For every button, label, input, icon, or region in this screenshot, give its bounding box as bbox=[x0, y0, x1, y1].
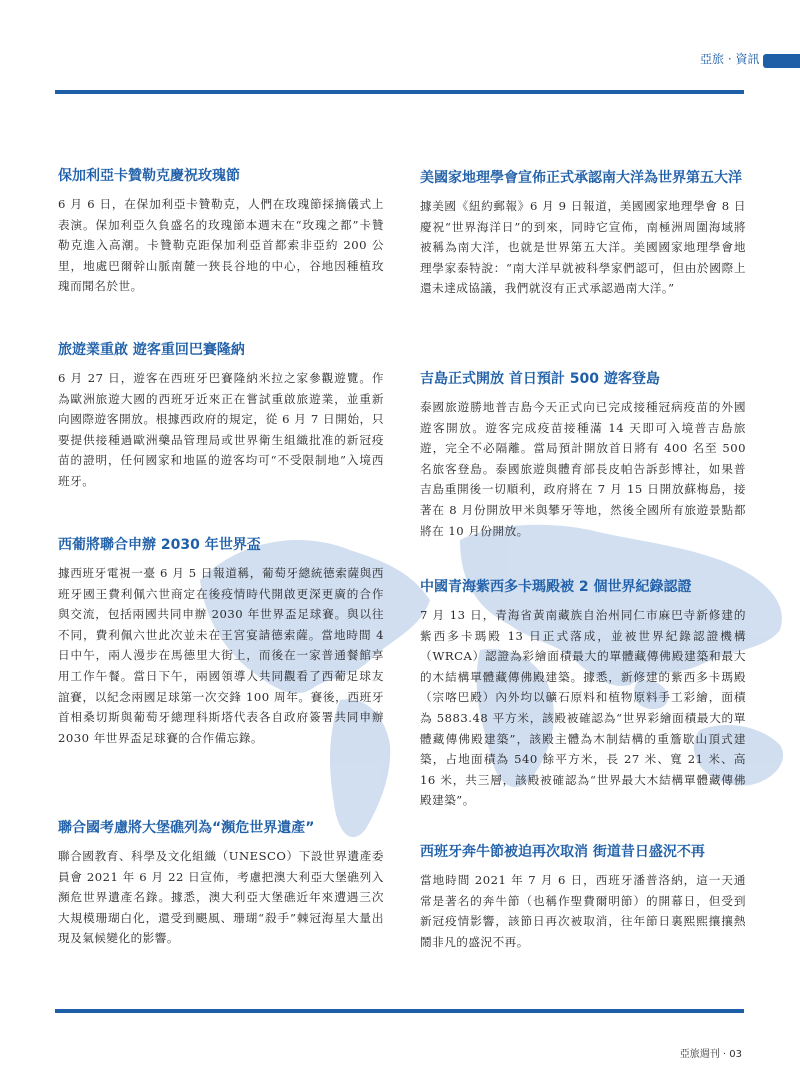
article-southern-ocean bbox=[420, 168, 746, 299]
article-body: 當地時間 2021 年 7 月 6 日，西班牙潘普洛納，這一天通常是著名的奔牛節（也稱作聖費爾明節）的開幕日，但受到新冠疫情影響，該節日再次被取消，往年節日裏熙熙攘攘熱鬧非凡的盛況不再。 bbox=[420, 873, 746, 949]
article-title: 美國家地理學會宣佈正式承認南大洋為世界第五大洋 bbox=[420, 170, 742, 186]
top-rule bbox=[55, 90, 744, 94]
article-spain-tourism bbox=[58, 340, 384, 492]
article-world-cup bbox=[58, 535, 384, 748]
article-title: 旅遊業重啟 遊客重回巴賽隆納 bbox=[58, 342, 245, 358]
article-unesco bbox=[58, 818, 384, 949]
article-phuket bbox=[420, 369, 746, 541]
article-body: 聯合國教育、科學及文化組織（UNESCO）下設世界遺產委員會 2021 年 6 月 22 日宣佈，考慮把澳大利亞大堡礁列入瀕危世界遺產名錄。據悉，澳大利亞大堡礁近年來遭遇三次大規模珊瑚白化，還受到颶風、珊瑚“殺手”棘冠海星大量出現及氣候變化的影響。 bbox=[58, 849, 384, 946]
article-body: 7 月 13 日，青海省黃南藏族自治州同仁市麻巴寺新修建的紫西多卡瑪殿 13 日正式落成，並被世界紀錄認證機構（WRCA）認證為彩繪面積最大的單體藏傳佛殿建築和最大的木結構單體藏傳佛殿建築。據悉，新修建的紫西多卡瑪殿（宗喀巴殿）內外均以礦石原料和植物原料手工彩繪，面積為 5883.48 平方米，該殿被確認為“世界彩繪面積最大的單體藏傳佛殿建築”，該殿主體為木制結構的重簷歇山頂式建築，占地面積為 540 餘平方米，長 27 米、寬 21 米、高 16 米，共三層，該殿被確認為“世界最大木結構單體藏傳佛殿建築”。 bbox=[420, 608, 746, 808]
article-title: 聯合國考慮將大堡礁列為“瀕危世界遺產” bbox=[58, 820, 315, 836]
article-body: 泰國旅遊勝地普吉島今天正式向已完成接種冠病疫苗的外國遊客開放。遊客完成疫苗接種滿 14 天即可入境普吉島旅遊，完全不必隔離。當局預計開放首日將有 400 名至 500 名旅客登島。泰國旅遊與體育部長皮帕告訴彭博社，如果普吉島重開後一切順利，政府將在 7 月 15 日開放蘇梅島，接著在 8 月份開放甲米與攀牙等地，然後全國所有旅遊景點都將在 10 月份開放。 bbox=[420, 400, 746, 538]
section-label: 亞旅 · 資訊 bbox=[700, 52, 760, 66]
article-title: 西葡將聯合申辦 2030 年世界盃 bbox=[58, 537, 261, 553]
article-title: 中國青海紫西多卡瑪殿被 2 個世界紀錄認證 bbox=[420, 579, 692, 595]
article-title: 保加利亞卡贊勒克慶祝玫瑰節 bbox=[58, 168, 240, 184]
article-body: 6 月 27 日，遊客在西班牙巴賽隆納米拉之家參觀遊覽。作為歐洲旅遊大國的西班牙近來正在嘗試重啟旅遊業，並重新向國際遊客開放。根據西政府的規定，從 6 月 7 日開始，只要提供接種過歐洲藥品管理局或世界衛生組織批准的新冠疫苗的證明，任何國家和地區的遊客均可“不受限制地”入境西班牙。 bbox=[58, 371, 384, 488]
article-body: 6 月 6 日，在保加利亞卡贊勒克，人們在玫瑰節採摘儀式上表演。保加利亞久負盛名的玫瑰節本週末在“玫瑰之都”卡贊勒克進入高潮。卡贊勒克距保加利亞首都索非亞約 200 公里，地處巴爾幹山脈南麓一狹長谷地的中心，谷地因種植玫瑰而聞名於世。 bbox=[58, 197, 384, 294]
article-bulgaria bbox=[58, 166, 384, 297]
article-title: 吉島正式開放 首日預計 500 遊客登島 bbox=[420, 371, 660, 387]
article-qinghai bbox=[420, 577, 746, 811]
bottom-rule bbox=[55, 1009, 744, 1013]
section-tab-marker bbox=[763, 54, 800, 68]
article-title: 西班牙奔牛節被迫再次取消 街道昔日盛況不再 bbox=[420, 844, 705, 860]
article-body: 據美國《紐約郵報》6 月 9 日報道，美國國家地理學會 8 日慶祝“世界海洋日”的到來，同時它宣佈，南極洲周圍海域將被稱為南大洋，也就是世界第五大洋。美國國家地理學會地理學家泰特說：“南大洋早就被科學家們認可，但由於國際上還未達成協議，我們就沒有正式承認過南大洋。” bbox=[420, 199, 746, 296]
article-body: 據西班牙電視一臺 6 月 5 日報道稱，葡萄牙總統德索薩與西班牙國王費利佩六世商定在後疫情時代開啟更深更廣的合作與交流，包括兩國共同申辦 2030 年世界盃足球賽。與以往不同，費利佩六世此次並未在王宮宴請德索薩。當地時間 4 日中午，兩人漫步在馬德里大街上，而後在一家普通餐館享用工作午餐。當日下午，兩國領導人共同觀看了西葡足球友誼賽，以紀念兩國足球第一次交鋒 100 周年。賽後，西班牙首相桑切斯與葡萄牙總理科斯塔代表各自政府簽署共同申辦 2030 年世界盃足球賽的合作備忘錄。 bbox=[58, 566, 384, 745]
page-footer: 亞旅週刊 · 03 bbox=[679, 1049, 742, 1060]
article-bull-run bbox=[420, 842, 746, 952]
